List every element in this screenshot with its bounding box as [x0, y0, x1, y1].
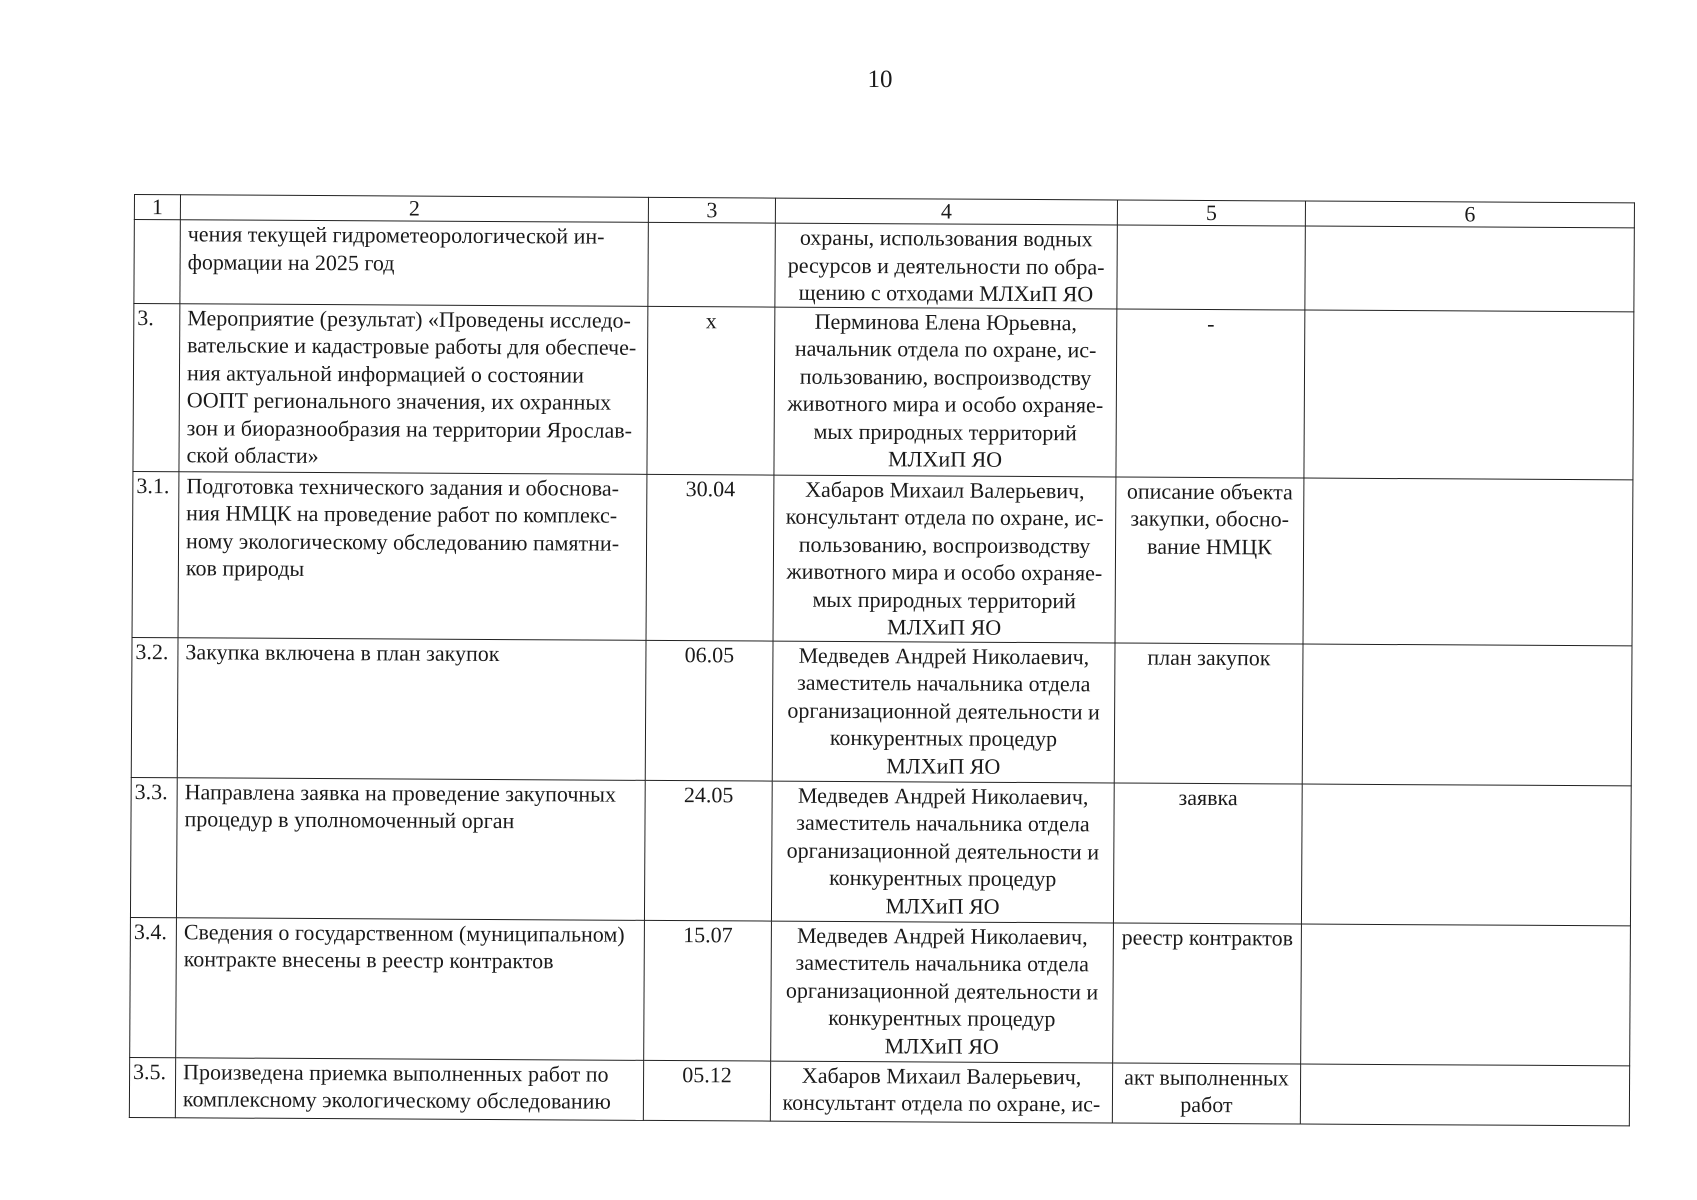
- row-number: [134, 220, 180, 304]
- row-description: Сведения о государственном (муниципальном) контракте внесены в реестр контрактов: [176, 917, 645, 1060]
- row-responsible: Хабаров Михаил Валерьевич, консультант отдела по охране, ис-: [770, 1061, 1112, 1123]
- row-extra: [1303, 478, 1633, 646]
- row-document: описание объекта закупки, обосно- вание НМЦК: [1115, 476, 1304, 643]
- header-col-1: 1: [134, 195, 180, 220]
- row-responsible: Медведев Андрей Николаевич, заместитель начальника отдела организационной деятельности и конкурентных процедур МЛХиП ЯО: [771, 781, 1114, 923]
- row-document: [1117, 225, 1305, 310]
- header-col-6: 6: [1305, 201, 1634, 228]
- table-row: [132, 471, 1633, 645]
- row-number: 3.5.: [129, 1057, 175, 1117]
- row-number: 3.3.: [130, 777, 177, 917]
- row-document: акт выполненных работ: [1112, 1062, 1300, 1123]
- row-number: 3.1.: [132, 471, 179, 637]
- header-col-2: 2: [180, 195, 648, 223]
- table-row: [133, 303, 1634, 479]
- row-responsible: Перминова Елена Юрьевна, начальник отдела по охране, ис- пользованию, воспроизводству животного мира и особо охраняе- мых природных территорий МЛХиП ЯО: [774, 307, 1117, 477]
- plan-table: [129, 194, 1635, 1126]
- row-responsible: Медведев Андрей Николаевич, заместитель начальника отдела организационной деятельности и конкурентных процедур МЛХиП ЯО: [771, 921, 1114, 1063]
- row-description: Произведена приемка выполненных работ по комплексному экологическому обследованию: [175, 1057, 643, 1120]
- row-date: [648, 222, 775, 306]
- row-extra: [1300, 1064, 1629, 1126]
- row-number: 3.: [133, 303, 180, 471]
- row-date: 24.05: [644, 780, 772, 921]
- row-extra: [1304, 310, 1634, 480]
- row-description: Закупка включена в план закупок: [177, 637, 646, 780]
- row-date: 30.04: [646, 474, 774, 641]
- row-description: чения текущей гидрометеорологической ин- формации на 2025 год: [180, 220, 648, 306]
- row-date: 15.07: [644, 920, 772, 1061]
- row-extra: [1302, 644, 1632, 786]
- row-description: Направлена заявка на проведение закупочных процедур в уполномоченный орган: [176, 777, 645, 920]
- row-number: 3.4.: [130, 917, 177, 1057]
- row-date: 06.05: [645, 640, 773, 781]
- row-description: Подготовка технического задания и обоснова- ния НМЦК на проведение работ по комплекс- ному экологическому обследованию памятни- ков природы: [178, 471, 647, 640]
- row-date: 05.12: [643, 1060, 770, 1121]
- row-extra: [1305, 226, 1634, 311]
- header-col-3: 3: [648, 197, 775, 223]
- row-extra: [1301, 924, 1631, 1066]
- header-col-4: 4: [775, 198, 1117, 225]
- row-date: х: [647, 306, 775, 475]
- row-responsible: Хабаров Михаил Валерьевич, консультант отдела по охране, ис- пользованию, воспроизводству животного мира и особо охраняе- мых природных территорий МЛХиП ЯО: [773, 475, 1116, 643]
- row-document: заявка: [1113, 782, 1302, 923]
- row-responsible: Медведев Андрей Николаевич, заместитель начальника отдела организационной деятельности и конкурентных процедур МЛХиП ЯО: [772, 641, 1115, 783]
- row-responsible: охраны, использования водных ресурсов и деятельности по обра- щению с отходами МЛХиП ЯО: [775, 223, 1117, 308]
- row-extra: [1301, 784, 1631, 926]
- header-col-5: 5: [1117, 200, 1305, 226]
- row-document: план закупок: [1114, 642, 1303, 783]
- table-row: [130, 777, 1631, 925]
- row-document: реестр контрактов: [1113, 922, 1302, 1063]
- table-row: [130, 917, 1631, 1065]
- row-description: Мероприятие (результат) «Проведены исследо- вательские и кадастровые работы для обеспече- ния актуальной информацией о состоянии ООПТ регионального значения, их охранных зон и биоразнообразия на территории Ярослав- ской области»: [179, 303, 648, 474]
- table-row: [134, 220, 1634, 312]
- table-row: [131, 637, 1632, 785]
- row-number: 3.2.: [131, 637, 178, 777]
- row-document: -: [1116, 308, 1305, 477]
- table-row: [129, 1057, 1629, 1125]
- page-number: 10: [867, 66, 893, 93]
